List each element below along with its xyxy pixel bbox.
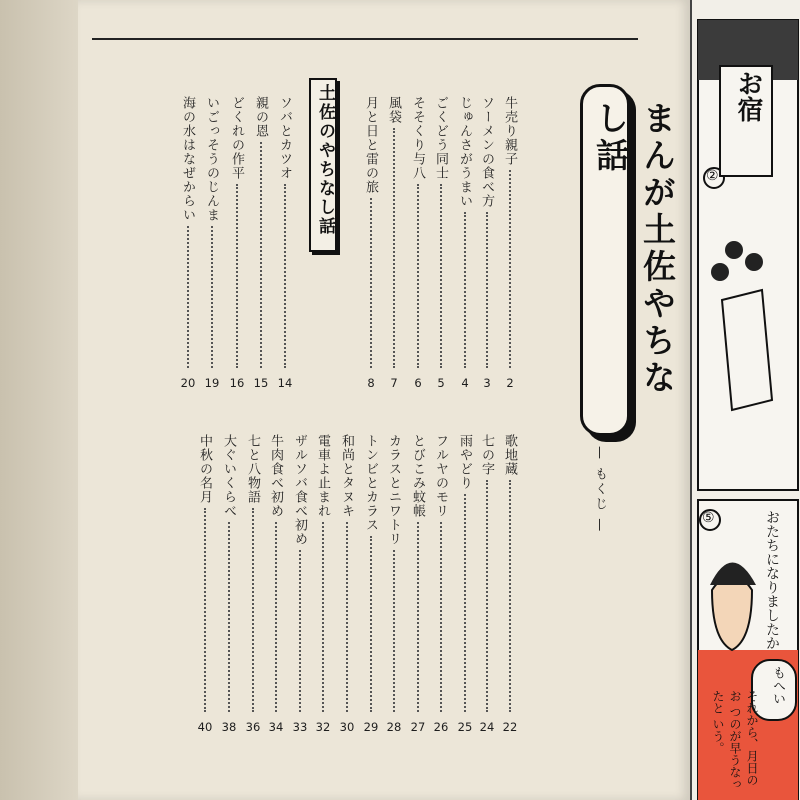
caption-text: それから、月日のお つのが早うなったと いう。 bbox=[711, 690, 759, 790]
toc-entry-title: どくれの作平 bbox=[229, 96, 244, 180]
toc-leader-dots bbox=[299, 550, 303, 712]
toc-entry-title: とびこみ蚊帳 bbox=[410, 434, 425, 518]
toc-page-number: 20 bbox=[180, 376, 196, 390]
toc-leader-dots bbox=[236, 184, 240, 368]
toc-leader-dots bbox=[346, 522, 350, 712]
toc-entry-title: 月と日と雷の旅 bbox=[363, 96, 378, 194]
toc-leader-dots bbox=[486, 212, 490, 368]
toc-page-number: 22 bbox=[502, 720, 518, 734]
toc-leader-dots bbox=[370, 536, 374, 712]
toc-page-number: 36 bbox=[245, 720, 261, 734]
toc-entry-title: 親の恩 bbox=[253, 96, 268, 138]
toc-page-number: 5 bbox=[437, 376, 445, 390]
toc-page-number: 4 bbox=[461, 376, 469, 390]
toc-page-number: 34 bbox=[268, 720, 284, 734]
left-page-edge bbox=[0, 0, 78, 800]
toc-entry-title: 雨やどり bbox=[457, 434, 472, 490]
toc-leader-dots bbox=[417, 184, 421, 368]
toc-page-number: 33 bbox=[292, 720, 308, 734]
toc-page-number: 2 bbox=[506, 376, 514, 390]
toc-leader-dots bbox=[260, 142, 264, 368]
toc-leader-dots bbox=[187, 226, 191, 368]
toc-entry-title: 牛売り親子 bbox=[502, 96, 517, 166]
toc-leader-dots bbox=[204, 508, 208, 712]
speech-bubble-1: おたちになりましたか bbox=[764, 510, 780, 650]
toc-entry-title: ごくどう同士 bbox=[433, 96, 448, 180]
toc-subtitle: — もくじ — bbox=[592, 446, 607, 534]
toc-page-number: 19 bbox=[204, 376, 220, 390]
toc-leader-dots bbox=[417, 522, 421, 712]
toc-leader-dots bbox=[393, 550, 397, 712]
toc-page-number: 8 bbox=[367, 376, 375, 390]
toc-page-number: 3 bbox=[483, 376, 491, 390]
toc-entry-title: 中秋の名月 bbox=[197, 434, 212, 504]
inn-sign-text: お宿 bbox=[733, 70, 763, 122]
toc-page-number: 16 bbox=[229, 376, 245, 390]
toc-page-number: 38 bbox=[221, 720, 237, 734]
toc-entry-title: ザルソバ食べ初め bbox=[292, 434, 307, 546]
toc-leader-dots bbox=[440, 522, 444, 712]
toc-page-number: 27 bbox=[410, 720, 426, 734]
panel-number-5: ⑤ bbox=[702, 510, 715, 526]
toc-page-number: 24 bbox=[479, 720, 495, 734]
section-heading-box bbox=[309, 78, 337, 252]
toc-leader-dots bbox=[440, 184, 444, 368]
toc-leader-dots bbox=[393, 128, 397, 368]
toc-entry-title: 牛肉食べ初め bbox=[268, 434, 283, 518]
toc-page-number: 6 bbox=[414, 376, 422, 390]
toc-page-number: 40 bbox=[197, 720, 213, 734]
toc-page-number: 28 bbox=[386, 720, 402, 734]
section-heading: 土佐のやちなし話 bbox=[315, 84, 335, 236]
toc-leader-dots bbox=[464, 494, 468, 712]
toc-leader-dots bbox=[211, 226, 215, 368]
toc-entry-title: 七と八物語 bbox=[245, 434, 260, 504]
toc-entry-title: 電車よ止まれ bbox=[315, 434, 330, 518]
toc-entry-title: 和尚とタヌキ bbox=[339, 434, 354, 518]
toc-leader-dots bbox=[252, 508, 256, 712]
toc-entry-title: いごっそうのじんま bbox=[204, 96, 219, 222]
toc-entry-title: 大ぐいくらべ bbox=[221, 434, 236, 518]
toc-entry-title: フルヤのモリ bbox=[433, 434, 448, 518]
toc-entry-title: 海の水はなぜからい bbox=[180, 96, 195, 222]
toc-leader-dots bbox=[228, 522, 232, 712]
toc-leader-dots bbox=[486, 480, 490, 712]
manga-page bbox=[690, 0, 800, 800]
toc-entry-title: カラスとニワトリ bbox=[386, 434, 401, 546]
toc-entry-title: ソバとカツオ bbox=[277, 96, 292, 180]
toc-entry-title: じゅんさがうまい bbox=[457, 96, 472, 208]
toc-leader-dots bbox=[275, 522, 279, 712]
toc-leader-dots bbox=[284, 184, 288, 368]
toc-page-number: 14 bbox=[277, 376, 293, 390]
speech-bubble-2: もへい bbox=[770, 666, 785, 705]
toc-leader-dots bbox=[509, 480, 513, 712]
toc-page-number: 32 bbox=[315, 720, 331, 734]
book-title-box bbox=[580, 84, 677, 436]
toc-entry-title: 風袋 bbox=[386, 96, 401, 124]
toc-page-number: 25 bbox=[457, 720, 473, 734]
book-title: まんが土佐やちなし話 bbox=[591, 101, 677, 397]
toc-leader-dots bbox=[322, 522, 326, 712]
toc-leader-dots bbox=[464, 212, 468, 368]
toc-entry-title: 七の字 bbox=[479, 434, 494, 476]
toc-entry-title: そそくり与八 bbox=[410, 96, 425, 180]
toc-page-number: 15 bbox=[253, 376, 269, 390]
toc-entry-title: 歌地蔵 bbox=[502, 434, 517, 476]
toc-page-number: 30 bbox=[339, 720, 355, 734]
panel-number-2: ② bbox=[706, 168, 719, 184]
toc-page-number: 26 bbox=[433, 720, 449, 734]
toc-leader-dots bbox=[370, 198, 374, 368]
toc-entry-title: ソーメンの食べ方 bbox=[479, 96, 494, 208]
toc-leader-dots bbox=[509, 170, 513, 368]
toc-page-number: 29 bbox=[363, 720, 379, 734]
top-rule bbox=[92, 38, 638, 40]
toc-entry-title: トンビとカラス bbox=[363, 434, 378, 532]
toc-page-number: 7 bbox=[390, 376, 398, 390]
